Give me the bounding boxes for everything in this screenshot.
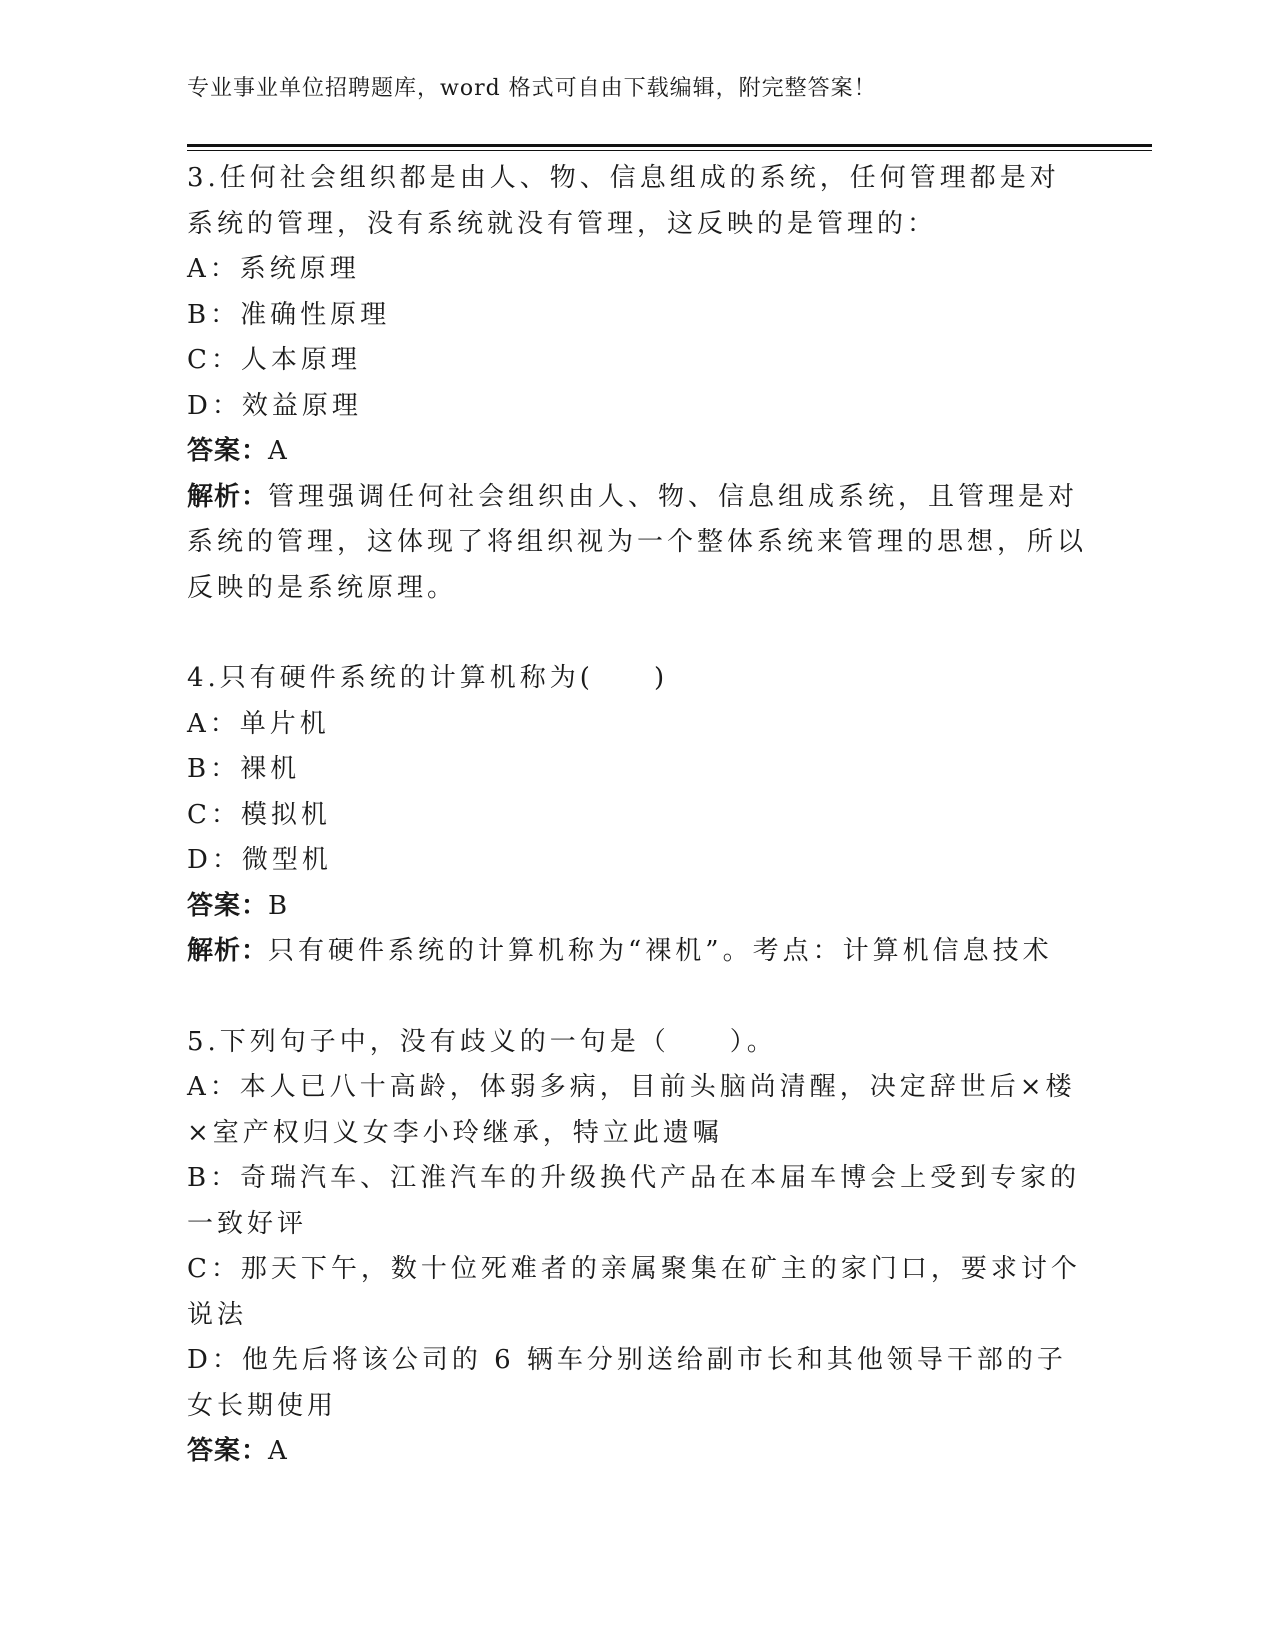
answer-value: B — [268, 890, 292, 921]
option-d: D：效益原理 — [187, 390, 362, 421]
answer-line — [187, 884, 1087, 930]
question-stem: 4.只有硬件系统的计算机称为( ) — [187, 663, 669, 693]
answer-line — [187, 429, 1087, 475]
explanation-text: 只有硬件系统的计算机称为“裸机”。考点：计算机信息技术 — [268, 936, 1053, 966]
option-a: A：系统原理 — [187, 254, 360, 284]
option-c: C：模拟机 — [187, 799, 331, 830]
question-item-5 — [187, 1020, 1087, 1475]
question-item-4 — [187, 656, 1087, 975]
option-c: C：人本原理 — [187, 345, 361, 375]
option-a: A：单片机 — [187, 708, 330, 739]
option-c: C：那天下午，数十位死难者的亲属聚集在矿主的家门口，要求讨个说法 — [187, 1254, 1081, 1330]
option-b: B：准确性原理 — [187, 299, 391, 330]
explanation-line — [187, 929, 1087, 975]
answer-value: A — [268, 436, 291, 466]
explanation-label: 解析： — [187, 936, 269, 966]
answer-label: 答案： — [187, 436, 269, 466]
answer-label: 答案： — [187, 1436, 269, 1466]
option-a: A：本人已八十高龄，体弱多病，目前头脑尚清醒，决定辞世后×楼×室产权归义女李小玲继承，特立此遗嘱 — [187, 1072, 1076, 1148]
question-list — [187, 156, 1087, 1475]
question-stem: 3.任何社会组织都是由人、物、信息组成的系统，任何管理都是对系统的管理，没有系统就没有管理，这反映的是管理的： — [187, 163, 1060, 239]
explanation-line — [187, 475, 1087, 612]
option-b: B：奇瑞汽车、江淮汽车的升级换代产品在本届车博会上受到专家的一致好评 — [187, 1163, 1081, 1239]
option-b: B：裸机 — [187, 754, 301, 784]
option-d: D：他先后将该公司的 6 辆车分别送给副市长和其他领导干部的子女长期使用 — [187, 1345, 1067, 1421]
answer-line — [187, 1429, 1087, 1475]
question-item-3 — [187, 156, 1087, 611]
page-header: 专业事业单位招聘题库，word 格式可自由下载编辑，附完整答案！ — [187, 76, 877, 101]
header-rule-thin — [187, 150, 1152, 151]
header-rule-thick — [187, 144, 1152, 147]
option-d: D：微型机 — [187, 845, 332, 875]
answer-value: A — [268, 1436, 291, 1466]
explanation-text: 管理强调任何社会组织由人、物、信息组成系统，且管理是对系统的管理，这体现了将组织视为一个整体系统来管理的思想，所以反映的是系统原理。 — [187, 481, 1088, 603]
answer-label: 答案： — [187, 890, 269, 921]
question-stem: 5.下列句子中，没有歧义的一句是（ ）。 — [187, 1026, 777, 1057]
explanation-label: 解析： — [187, 481, 269, 512]
